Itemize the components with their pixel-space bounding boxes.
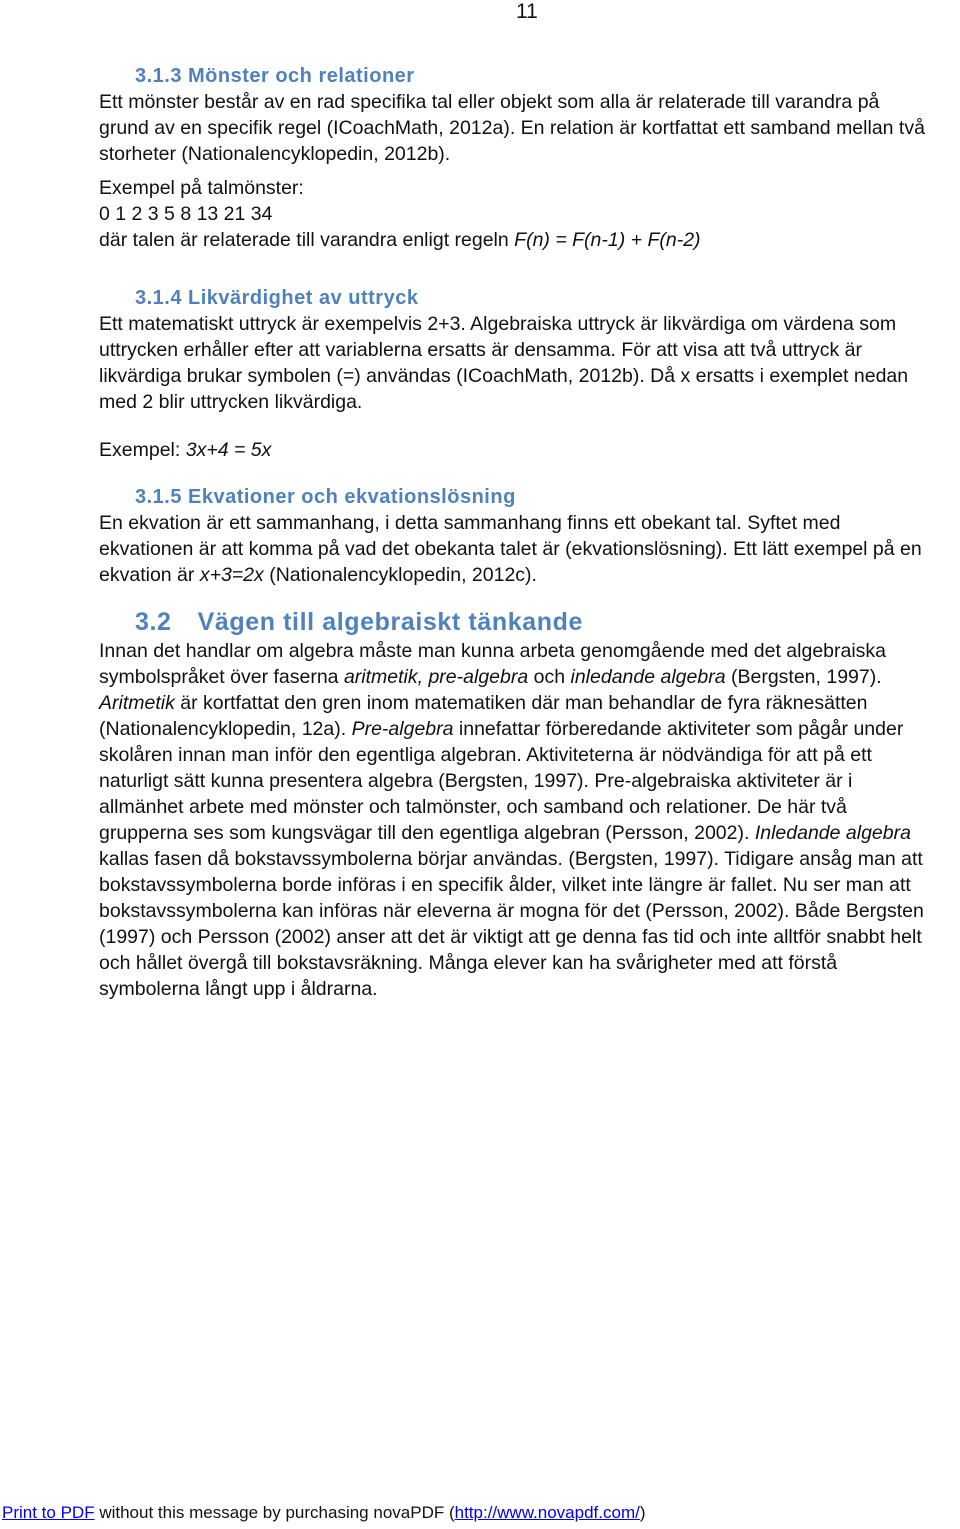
section-number: 3.2 — [135, 608, 172, 636]
rule-line — [99, 227, 932, 253]
example-label: Exempel på talmönster: — [99, 177, 304, 199]
rule-formula: F(n) = F(n-1) + F(n-2) — [514, 229, 701, 251]
footer-text: ) — [639, 1503, 646, 1522]
equation-example: x+3=2x — [199, 564, 264, 586]
section-title: Likvärdighet av uttryck — [187, 287, 419, 309]
section-number: 3.1.3 — [135, 65, 182, 87]
paragraph-text: är kortfattat den gren inom matematiken där man behandlar de fyra räknesätten (Nationalencyklopedin, 12a). — [99, 692, 868, 740]
section-title: Ekvationer och ekvationslösning — [187, 486, 516, 508]
section-heading — [135, 484, 932, 510]
section-heading — [135, 285, 932, 311]
example-line — [99, 437, 932, 463]
term: aritmetik, pre-algebra — [343, 666, 529, 688]
paragraph-text: (Bergsten, 1997). — [730, 666, 882, 688]
print-to-pdf-link[interactable]: Print to PDF — [2, 1503, 95, 1522]
section-3-1-4 — [99, 285, 932, 463]
chapter-heading — [135, 606, 932, 638]
section-number: 3.1.4 — [135, 287, 182, 309]
term: Pre-algebra — [351, 718, 454, 740]
paragraph-text: kallas fasen då bokstavssymbolerna börjar användas. (Bergsten, 1997). Tidigare ansåg man att bokstavssymbolerna borde införas i en specifik ålder, vilket inte längre är fallet. Nu ser man att bokstavssymbolerna kan införas när eleverna är mogna för det (Persson, 2002). Både Bergsten (1997) och Persson (2002) anser att det är viktigt att ge denna fas tid och inte alltför snabbt helt och hållet övergå till bokstavsräkning. Många elever kan ha svårigheter med att förstå symbolerna långt upp i åldrarna. — [99, 848, 924, 1000]
section-3-2 — [99, 606, 932, 1002]
term: inledande algebra — [570, 666, 726, 688]
page-number: 11 — [516, 0, 538, 23]
rule-text: där talen är relaterade till varandra enligt regeln — [99, 229, 509, 251]
paragraph — [99, 510, 932, 588]
paragraph — [99, 638, 932, 1002]
paragraph: Ett matematiskt uttryck är exempelvis 2+3. Algebraiska uttryck är likvärdiga om värdena som uttrycken erhåller efter att variablerna ersatts är densamma. För att visa att två uttryck är likvärdiga brukar symbolen (=) användas (ICoachMath, 2012b). Då x ersatts i exemplet nedan med 2 blir uttrycken likvärdiga. — [99, 313, 909, 413]
section-3-1-3 — [99, 63, 932, 253]
paragraph-text: och — [533, 666, 566, 688]
footer-text: without this message by purchasing novaPDF ( — [99, 1503, 455, 1522]
section-title: Mönster och relationer — [187, 65, 415, 87]
pdf-footer — [2, 1503, 646, 1523]
paragraph-text: innefattar förberedande aktiviteter som pågår under skolåren innan man inför den egentliga algebran. Aktiviteterna är nödvändiga för att på ett naturligt sätt kunna presentera algebra (Bergsten, 1997). Pre-algebraiska aktiviteter är i allmänhet arbete med mönster och talmönster, och samband och relationer. De här två grupperna ses som kungsvägar till den egentliga algebran (Persson, 2002). — [99, 718, 904, 844]
paragraph-text: En ekvation är ett sammanhang, i detta sammanhang finns ett obekant tal. Syftet med ekvationen är att komma på vad det obekanta talet är (ekvationslösning). Ett lätt exempel på en ekvation är — [99, 512, 922, 586]
number-sequence: 0 1 2 3 5 8 13 21 34 — [99, 203, 273, 225]
section-number: 3.1.5 — [135, 486, 182, 508]
term: Aritmetik — [99, 692, 175, 714]
example-label: Exempel: — [99, 439, 181, 461]
novapdf-link[interactable]: http://www.novapdf.com/ — [454, 1503, 640, 1522]
paragraph-text: Innan det handlar om algebra måste man kunna arbeta genomgående med det algebraiska symbolspråket över faserna — [99, 640, 887, 688]
section-title: Vägen till algebraiskt tänkande — [197, 608, 583, 636]
paragraph: Ett mönster består av en rad specifika tal eller objekt som alla är relaterade till varandra på grund av en specifik regel (ICoachMath, 2012a). En relation är kortfattat ett samband mellan två storheter (Nationalencyklopedin, 2012b). — [99, 91, 925, 165]
section-3-1-5 — [99, 484, 932, 588]
paragraph-text: (Nationalencyklopedin, 2012c). — [269, 564, 537, 586]
term: Inledande algebra — [754, 822, 911, 844]
section-heading — [135, 63, 932, 89]
example-formula: 3x+4 = 5x — [185, 439, 272, 461]
